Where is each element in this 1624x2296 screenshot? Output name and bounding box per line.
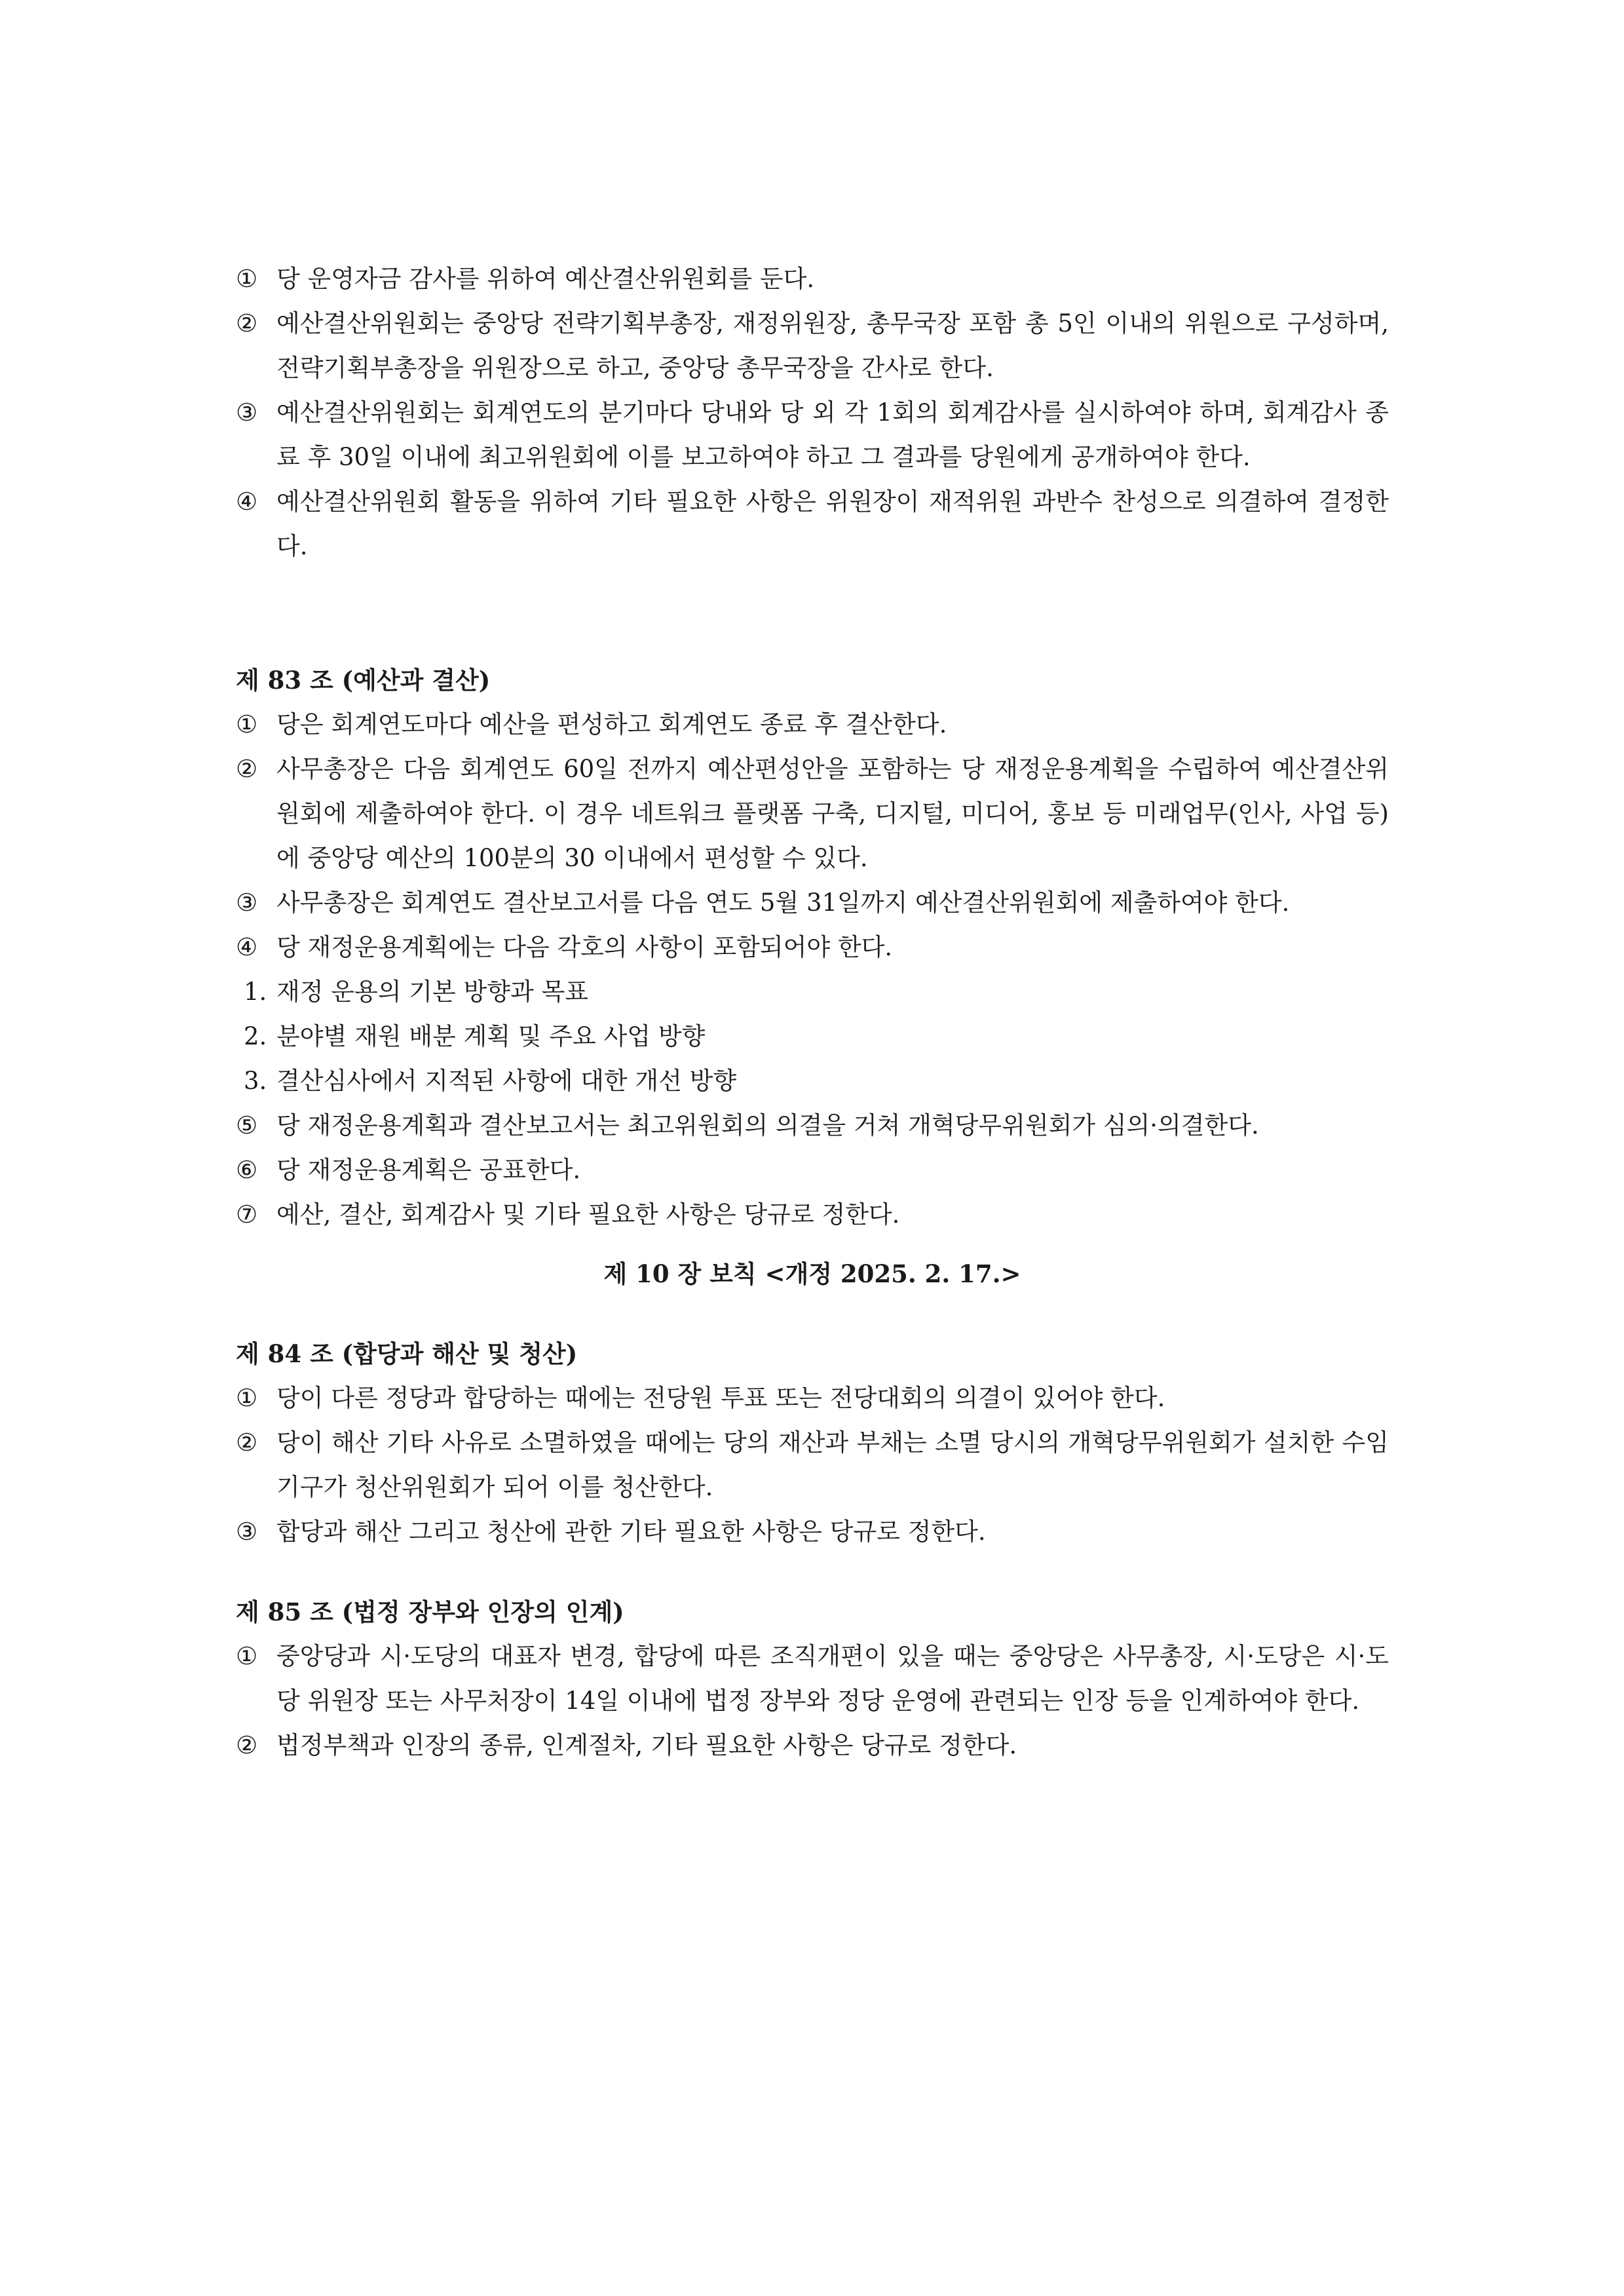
clause <box>236 257 1389 301</box>
chapter-title: 제 10 장 보칙 <개정 2025. 2. 17.> <box>603 1259 1021 1288</box>
clause-text: 당 운영자금 감사를 위하여 예산결산위원회를 둔다. <box>276 265 815 293</box>
clause-number: ⑦ <box>236 1200 258 1229</box>
clause-text: 당이 다른 정당과 합당하는 때에는 전당원 투표 또는 전당대회의 의결이 있어야 한다. <box>276 1384 1165 1412</box>
clause <box>236 1510 1389 1554</box>
clause-text: 중앙당과 시·도당의 대표자 변경, 합당에 따른 조직개편이 있을 때는 중앙당은 사무총장, 시·도당은 시·도당 위원장 또는 사무처장이 14일 이내에 법정 장부와 정당 운영에 관련되는 인장 등을 인계하여야 한다. <box>276 1642 1389 1715</box>
clause-number: ① <box>236 265 258 293</box>
clause-number: ③ <box>236 398 258 427</box>
clause-text: 합당과 해산 그리고 청산에 관한 기타 필요한 사항은 당규로 정한다. <box>276 1518 986 1546</box>
subclause <box>236 1014 1389 1059</box>
clause-number: ① <box>236 710 258 738</box>
clause-number: ④ <box>236 488 258 516</box>
clause <box>236 480 1389 569</box>
document-page <box>236 257 1389 1768</box>
clause-number: ① <box>236 1384 258 1412</box>
subclause-number: 1. <box>244 978 267 1006</box>
clause-text: 당 재정운용계획과 결산보고서는 최고위원회의 의결을 거쳐 개혁당무위원회가 심의·의결한다. <box>276 1111 1259 1139</box>
clause <box>236 1193 1389 1237</box>
clause-number: ② <box>236 1428 258 1457</box>
clause <box>236 747 1389 881</box>
clause-number: ④ <box>236 933 258 961</box>
clause-text: 당 재정운용계획에는 다음 각호의 사항이 포함되어야 한다. <box>276 933 893 961</box>
clause-text: 예산결산위원회는 중앙당 전략기획부총장, 재정위원장, 총무국장 포함 총 5인 이내의 위원으로 구성하며, 전략기획부총장을 위원장으로 하고, 중앙당 총무국장을 간사로 한다. <box>276 309 1389 382</box>
clause <box>236 1148 1389 1193</box>
clause <box>236 1376 1389 1421</box>
clause-text: 예산결산위원회 활동을 위하여 기타 필요한 사항은 위원장이 재적위원 과반수 찬성으로 의결하여 결정한다. <box>276 488 1389 560</box>
clause-text: 사무총장은 다음 회계연도 60일 전까지 예산편성안을 포함하는 당 재정운용계획을 수립하여 예산결산위원회에 제출하여야 한다. 이 경우 네트워크 플랫폼 구축, 디지털, 미디어, 홍보 등 미래업무(인사, 사업 등)에 중앙당 예산의 100분의 30 이내에서 편성할 수 있다. <box>276 755 1389 872</box>
clause-text: 당 재정운용계획은 공표한다. <box>276 1156 581 1184</box>
clause <box>236 1103 1389 1148</box>
subclause-number: 2. <box>244 1022 267 1050</box>
subclause-number: 3. <box>244 1067 267 1095</box>
clause-number: ② <box>236 1731 258 1759</box>
clause <box>236 1723 1389 1768</box>
audit-committee-section <box>236 257 1389 569</box>
article-heading: 제 84 조 (합당과 해산 및 청산) <box>236 1339 578 1368</box>
clause <box>236 702 1389 747</box>
article-83 <box>236 658 1389 1237</box>
clause-number: ② <box>236 309 258 337</box>
article-85 <box>236 1590 1389 1768</box>
clause <box>236 301 1389 391</box>
clause-text: 당은 회계연도마다 예산을 편성하고 회계연도 종료 후 결산한다. <box>276 710 947 738</box>
clause <box>236 925 1389 970</box>
clause-number: ② <box>236 755 258 783</box>
subclause-text: 결산심사에서 지적된 사항에 대한 개선 방향 <box>276 1067 737 1095</box>
clause-number: ⑥ <box>236 1156 258 1184</box>
clause <box>236 391 1389 480</box>
article-heading: 제 85 조 (법정 장부와 인장의 인계) <box>236 1598 624 1626</box>
subclause-text: 분야별 재원 배분 계획 및 주요 사업 방향 <box>276 1022 706 1050</box>
subclause <box>236 1059 1389 1103</box>
clause-text: 예산, 결산, 회계감사 및 기타 필요한 사항은 당규로 정한다. <box>276 1200 900 1229</box>
clause <box>236 881 1389 925</box>
article-heading: 제 83 조 (예산과 결산) <box>236 666 491 695</box>
clause <box>236 1634 1389 1723</box>
clause-text: 사무총장은 회계연도 결산보고서를 다음 연도 5월 31일까지 예산결산위원회에 제출하여야 한다. <box>276 889 1290 917</box>
clause <box>236 1421 1389 1510</box>
clause-text: 예산결산위원회는 회계연도의 분기마다 당내와 당 외 각 1회의 회계감사를 실시하여야 하며, 회계감사 종료 후 30일 이내에 최고위원회에 이를 보고하여야 하고 그 결과를 당원에게 공개하여야 한다. <box>276 398 1389 471</box>
subclause <box>236 970 1389 1014</box>
clause-text: 당이 해산 기타 사유로 소멸하였을 때에는 당의 재산과 부채는 소멸 당시의 개혁당무위원회가 설치한 수임기구가 청산위원회가 되어 이를 청산한다. <box>276 1428 1389 1501</box>
clause-number: ① <box>236 1642 258 1670</box>
article-84 <box>236 1331 1389 1554</box>
clause-number: ③ <box>236 889 258 917</box>
subclause-text: 재정 운용의 기본 방향과 목표 <box>276 978 588 1006</box>
clause-number: ③ <box>236 1518 258 1546</box>
clause-text: 법정부책과 인장의 종류, 인계절차, 기타 필요한 사항은 당규로 정한다. <box>276 1731 1017 1759</box>
clause-number: ⑤ <box>236 1111 258 1139</box>
